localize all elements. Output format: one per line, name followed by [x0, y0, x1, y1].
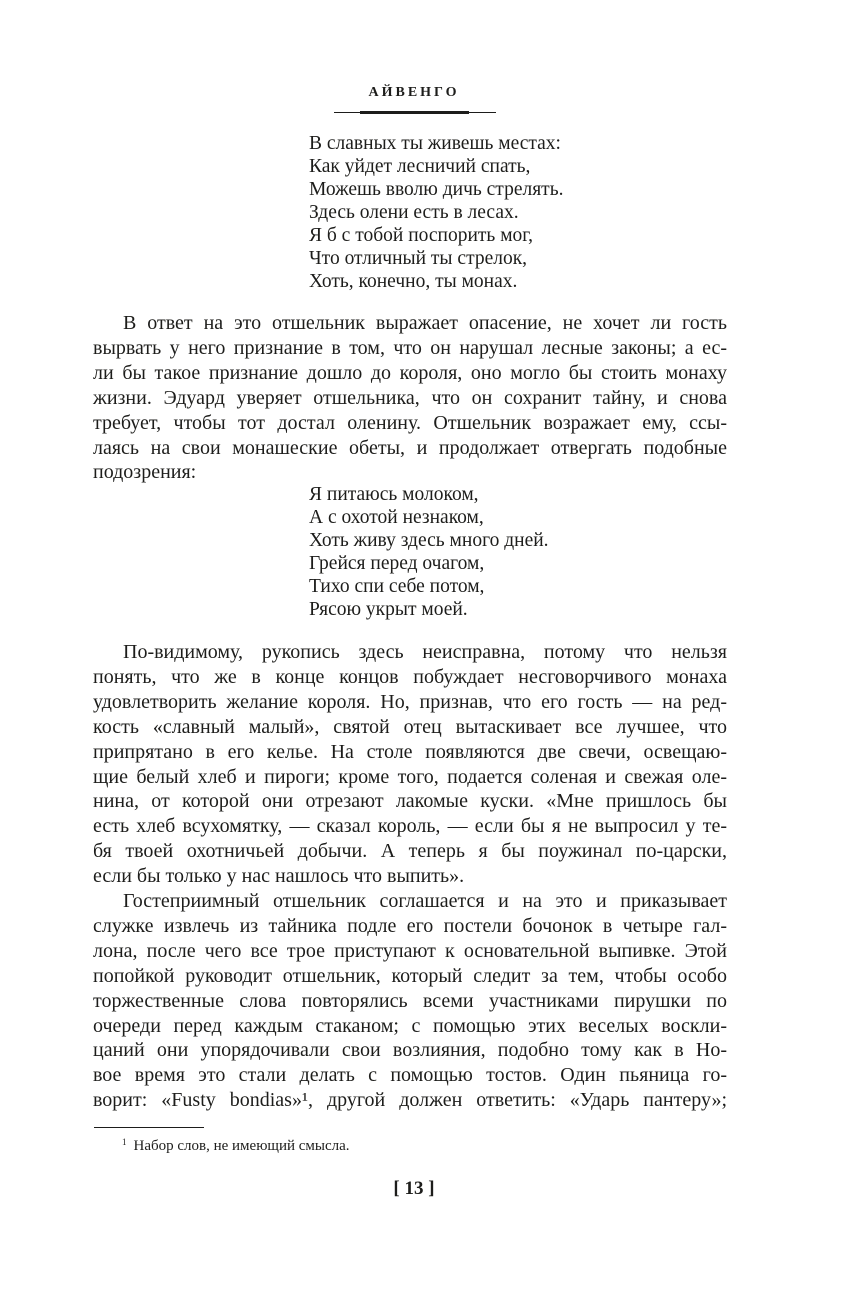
- verse-line: Я б с тобой поспорить мог,: [309, 225, 533, 246]
- verse-2: [309, 483, 549, 621]
- text-line: щие белый хлеб и пироги; кроме того, подается соленая и свежая оле-: [93, 765, 727, 788]
- text-line: ворит: «Fusty bondias»¹, другой должен ответить: «Ударь пантеру»;: [93, 1089, 727, 1112]
- text-line: припрятано в его келье. На столе появляются две свечи, освещаю-: [93, 740, 727, 763]
- verse-line: Тихо спи себе потом,: [309, 576, 485, 597]
- text-line: нина, от которой они отрезают лакомые куски. «Мне пришлось бы: [93, 790, 727, 813]
- text-line: подозрения:: [93, 461, 197, 484]
- text-line: если бы только у нас нашлось что выпить».: [93, 865, 465, 888]
- verse-line: Грейся перед очагом,: [309, 553, 485, 574]
- footnote-marker: 1: [122, 1137, 127, 1147]
- footnote-text: Набор слов, не имеющий смысла.: [133, 1138, 350, 1154]
- text-line: По-видимому, рукопись здесь неисправна, потому что нельзя: [123, 641, 727, 663]
- text-line: Гостеприимный отшельник соглашается и на это и приказывает: [123, 890, 727, 912]
- text-line: жизни. Эдуард уверяет отшельника, что он сохранит тайну, и снова: [93, 386, 727, 409]
- text-line: торжественные слова повторялись всеми участниками пирушки по: [93, 989, 727, 1012]
- text-line: понять, что же в конце концов побуждает несговорчивого монаха: [93, 665, 727, 688]
- text-line: лаясь на свои монашеские обеты, и продолжает отвергать подобные: [93, 436, 727, 459]
- verse-line: Здесь олени есть в лесах.: [309, 202, 519, 223]
- text-line: попойкой руководит отшельник, который следит за тем, чтобы особо: [93, 964, 727, 987]
- verse-line: В славных ты живешь местах:: [309, 133, 561, 154]
- text-line: очереди перед каждым стаканом; с помощью этих веселых воскли-: [93, 1014, 727, 1037]
- text-line: бя твоей охотничьей добычи. А теперь я бы поужинал по-царски,: [93, 840, 727, 863]
- paragraph-2: [93, 640, 727, 889]
- text-line: удовлетворить желание короля. Но, признав, что его гость — на ред-: [93, 690, 727, 713]
- verse-line: Можешь вволю дичь стрелять.: [309, 179, 564, 200]
- verse-line: Я питаюсь молоком,: [309, 484, 479, 505]
- text-line: ли бы такое признание дошло до короля, оно могло бы стоить монаху: [93, 361, 727, 384]
- text-line: цаний они упорядочивали свои возлияния, подобно тому как в Но-: [93, 1039, 727, 1062]
- verse-line: Хоть, конечно, ты монах.: [309, 271, 518, 292]
- verse-line: Как уйдет лесничий спать,: [309, 156, 531, 177]
- text-line: есть хлеб всухомятку, — сказал король, — если бы я не выпросил у те-: [93, 815, 727, 838]
- header-rule-accent: [360, 111, 469, 114]
- verse-line: Что отличный ты стрелок,: [309, 248, 528, 269]
- text-line: кость «славный малый», святой отец вытаскивает все лучшее, что: [93, 715, 727, 738]
- page-number: [ 13 ]: [393, 1178, 435, 1199]
- running-header: АЙВЕНГО: [368, 85, 460, 100]
- text-line: В ответ на это отшельник выражает опасение, не хочет ли гость: [123, 312, 727, 334]
- verse-1: [309, 132, 563, 293]
- text-line: вое время это стали делать с помощью тостов. Один пьяница го-: [93, 1064, 727, 1087]
- verse-line: Хоть живу здесь много дней.: [309, 530, 549, 551]
- verse-line: А с охотой незнаком,: [309, 507, 484, 528]
- text-line: вырвать у него признание в том, что он нарушал лесные законы; а ес-: [93, 336, 727, 359]
- text-line: служке извлечь из тайника подле его постели бочонок в четыре гал-: [93, 914, 727, 937]
- footnote-rule: [94, 1127, 204, 1128]
- text-line: лона, после чего все трое приступают к основательной выпивке. Этой: [93, 939, 727, 962]
- footnote: [122, 1137, 350, 1155]
- text-line: требует, чтобы тот достал оленину. Отшельник возражает ему, ссы-: [93, 411, 727, 434]
- paragraph-3: [93, 889, 727, 1113]
- verse-line: Рясою укрыт моей.: [309, 599, 468, 620]
- paragraph-1: [93, 311, 727, 485]
